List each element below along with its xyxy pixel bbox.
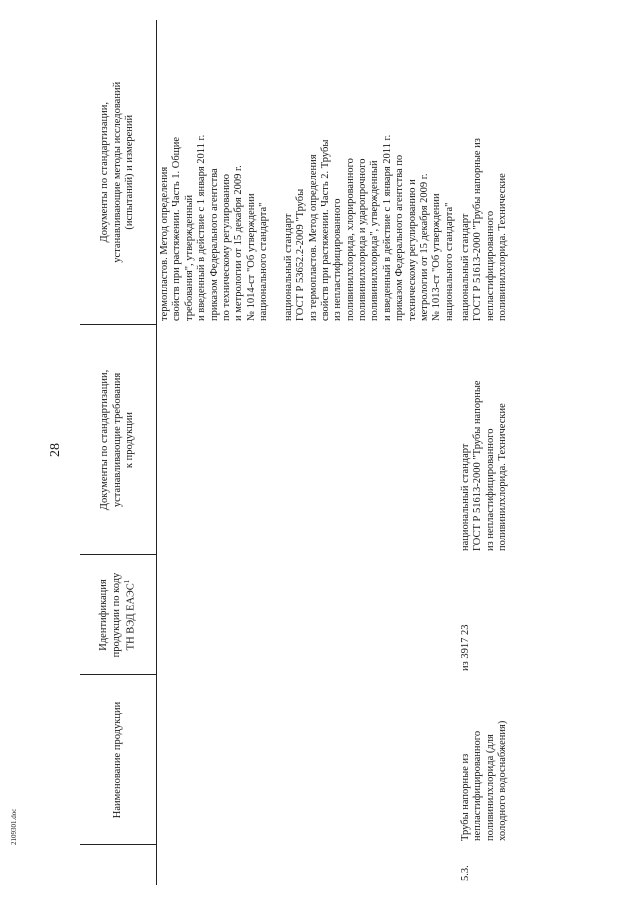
footer-file-name: 2109301.doc bbox=[10, 808, 18, 845]
footnote-marker: 1 bbox=[122, 579, 131, 584]
product-name: Трубы напорные из непластифицированного поливинилхлорида (для холодного водоснабжения) bbox=[460, 720, 509, 841]
tn-ved-code: из 3917 23 bbox=[460, 624, 471, 671]
row-number bbox=[157, 845, 459, 885]
header-methods-docs: Документы по стандартизации, устанавливающие методы исследований (испытаний) и измерений bbox=[80, 20, 157, 325]
header-product-name: Наименование продукции bbox=[80, 675, 157, 845]
page-number: 28 bbox=[48, 443, 63, 457]
product-name bbox=[157, 675, 459, 845]
tn-ved-code bbox=[157, 555, 459, 675]
standards-table bbox=[80, 20, 512, 885]
table-header-row bbox=[80, 20, 157, 885]
table-row bbox=[157, 20, 459, 885]
header-tn-ved-code-text: Идентификация продукции по коду ТН ВЭД ЕАЭС bbox=[98, 572, 137, 658]
header-number bbox=[80, 845, 157, 885]
table-row bbox=[458, 20, 512, 885]
row-number: 5.3. bbox=[460, 865, 471, 881]
header-requirements-docs: Документы по стандартизации, устанавливающие требования к продукции bbox=[80, 325, 157, 555]
header-tn-ved-code bbox=[80, 555, 157, 675]
methods-docs: термопластов. Метод определения свойств при растяжении. Часть 1. Общие требования", утвержденный и введенный в действие с 1 января 2011 г. приказом Федерального агентства по техническому регулированию и метрологии от 15 декабря 2009 г. № 1014-ст "Об утверждении национального стандарта" национальный стандарт ГОСТ Р 53652.2-2009 "Трубы из термопластов. Метод определения свойств при растяжении. Часть 2. Трубы из непластифицированного поливинилхлорида, хлорированного поливинилхлорида и ударопрочного поливинилхлорида", утвержденный и введенный в действие с 1 января 2011 г. приказом Федерального агентства по техническому регулированию и метрологии от 15 декабря 2009 г. № 1013-ст "Об утверждении национального стандарта" bbox=[159, 134, 455, 321]
requirements-docs bbox=[157, 325, 459, 555]
requirements-docs: национальный стандарт ГОСТ Р 51613-2000 "Трубы напорные из непластифицированного поливинилхлорида. Технические bbox=[460, 380, 509, 551]
rotated-table-container bbox=[80, 20, 580, 885]
methods-docs: национальный стандарт ГОСТ Р 51613-2000 "Трубы напорные из непластифицированного поливинилхлорида. Технические bbox=[460, 138, 509, 321]
